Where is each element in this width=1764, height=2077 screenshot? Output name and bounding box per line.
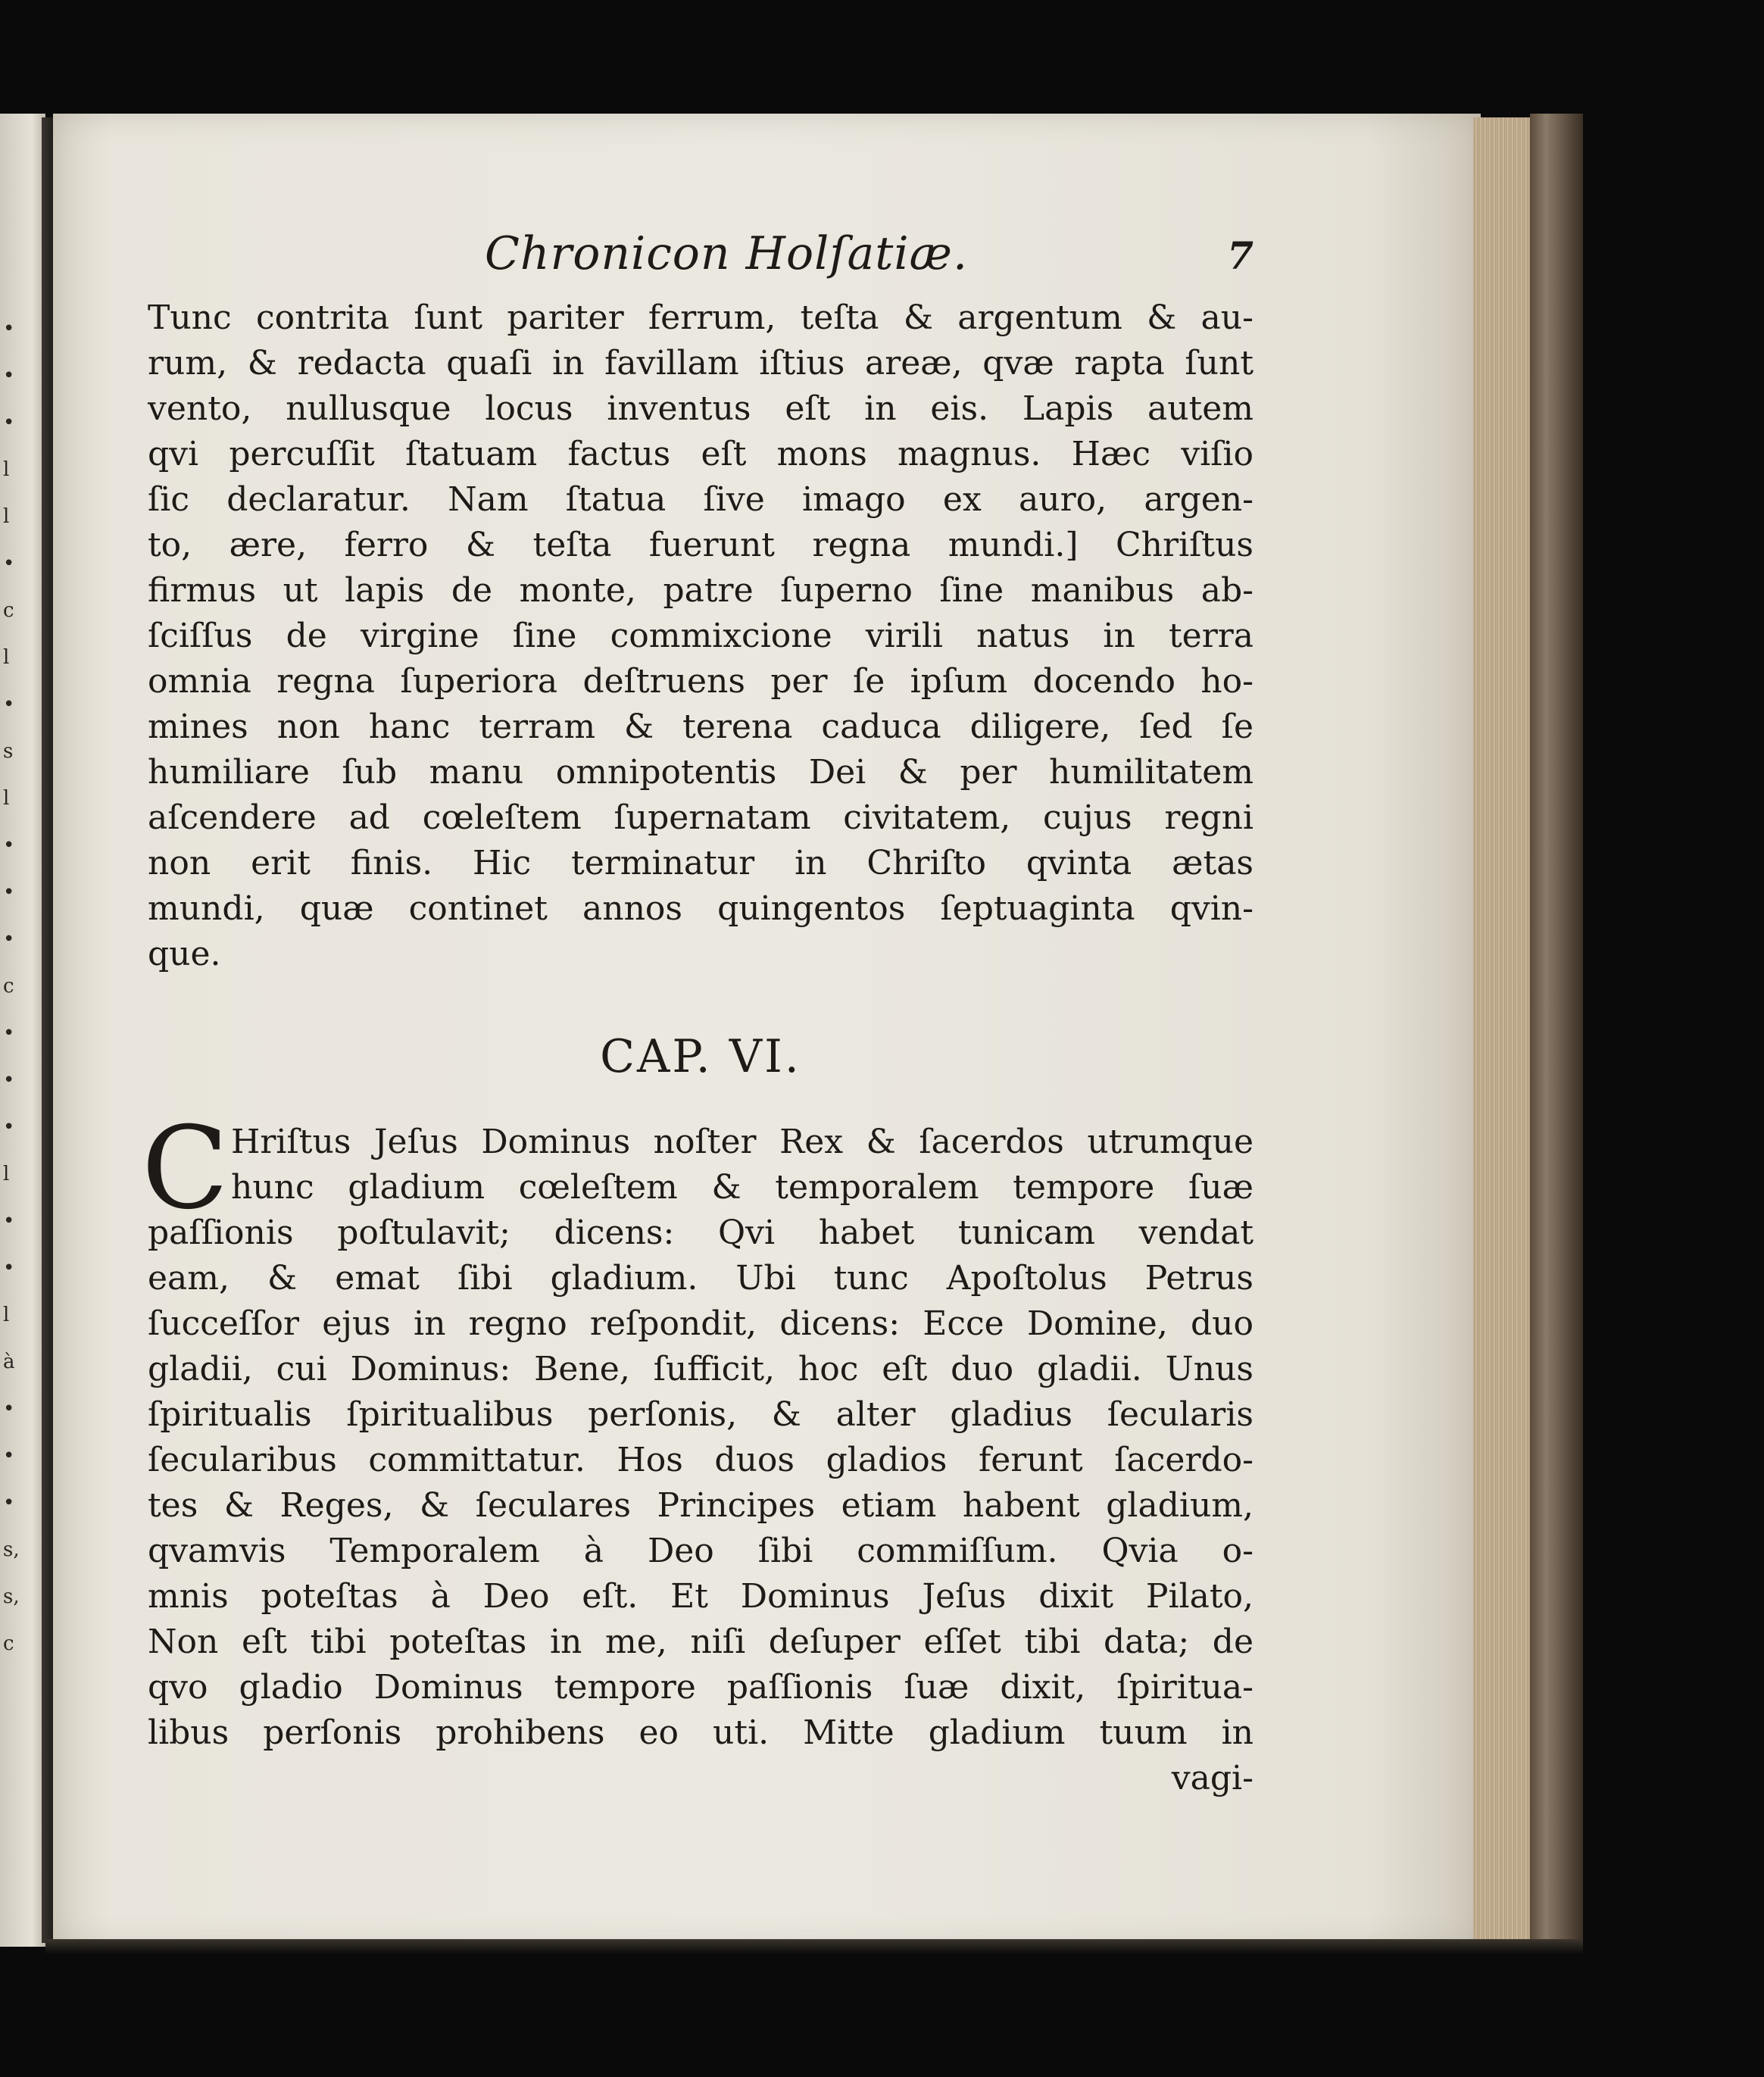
bleed-mark: l [3, 646, 10, 669]
running-head [148, 227, 1254, 295]
chapter-opening [142, 1103, 1254, 1756]
text-line: ſciſſus de virgine ſine commixcione virili natus in terra [148, 617, 1254, 655]
text-line: aſcendere ad cœleſtem ſupernatam civitatem, cujus regni [148, 798, 1254, 837]
text-line: qvo gladio Dominus tempore paſſionis ſuæ dixit, ſpiritua- [148, 1668, 1254, 1707]
bleed-mark: • [3, 317, 15, 340]
text-line: humiliare ſub manu omnipotentis Dei & per humilitatem [148, 753, 1254, 792]
text-line: mnis poteſtas à Deo eſt. Et Dominus Jeſus dixit Pilato, [148, 1577, 1254, 1616]
chapter-heading: CAP. VI. [600, 1030, 801, 1083]
bleed-mark: • [3, 693, 15, 716]
bleed-mark: • [3, 928, 15, 951]
bleed-mark: s [3, 740, 14, 763]
bleed-mark: l [3, 1163, 10, 1185]
text-line: ſecularibus committatur. Hos duos gladios ferunt ſacerdo- [148, 1441, 1254, 1479]
text-line: ſucceſſor ejus in regno reſpondit, dicens: Ecce Domine, duo [148, 1304, 1254, 1343]
text-line: que. [148, 935, 221, 973]
bleed-mark: • [3, 834, 15, 857]
bleed-mark: • [3, 881, 15, 904]
bleed-mark: • [3, 411, 15, 434]
bleed-mark: l [3, 1304, 10, 1326]
text-line: Tunc contrita ſunt pariter ferrum, teſta & argentum & au- [148, 298, 1254, 337]
drop-cap: C [142, 1103, 229, 1235]
text-line: ſic declaratur. Nam ſtatua ſive imago ex auro, argen- [148, 480, 1254, 519]
bleed-mark: • [3, 364, 15, 387]
text-line: omnia regna ſuperiora deſtruens per ſe ipſum docendo ho- [148, 662, 1254, 701]
bleed-mark: • [3, 1491, 15, 1514]
bleed-mark: l [3, 458, 10, 481]
text-line: non erit finis. Hic terminatur in Chriſto qvinta ætas [148, 844, 1254, 882]
bleed-mark: • [3, 1257, 15, 1279]
text-block [142, 227, 1254, 1801]
text-line: Non eſt tibi poteſtas in me, niſi deſuper eſſet tibi data; de [148, 1623, 1254, 1661]
text-line: Hriſtus Jeſus Dominus noſter Rex & ſacerdos utrumque [231, 1123, 1254, 1161]
paragraph-1 [148, 295, 1254, 977]
page-edges [1473, 117, 1534, 1943]
text-line: gladii, cui Dominus: Bene, ſufficit, hoc eſt duo gladii. Unus [148, 1350, 1254, 1388]
page-number: 7 [1227, 233, 1254, 278]
bleed-mark: • [3, 552, 15, 575]
bleed-mark: c [3, 599, 14, 622]
bleed-mark: s, [3, 1538, 20, 1561]
text-line: rum, & redacta quaſi in favillam iſtius areæ, qvæ rapta ſunt [148, 344, 1254, 383]
bleed-mark: c [3, 1632, 14, 1655]
text-line: firmus ut lapis de monte, patre ſuperno ſine manibus ab- [148, 571, 1254, 610]
bleed-mark: • [3, 1445, 15, 1467]
bleed-mark: • [3, 1116, 15, 1138]
text-line: qvi percuſſit ſtatuam factus eſt mons magnus. Hæc viſio [148, 435, 1254, 473]
text-line: libus perſonis prohibens eo uti. Mitte gladium tuum in [148, 1713, 1254, 1752]
book-cover-edge [1530, 114, 1583, 1947]
bleed-mark: à [3, 1351, 15, 1373]
text-line: to, ære, ferro & teſta fuerunt regna mundi.] Chriſtus [148, 526, 1254, 564]
bleed-mark: l [3, 787, 10, 810]
bleed-mark: c [3, 975, 14, 998]
bleed-mark: • [3, 1398, 15, 1420]
text-line: mines non hanc terram & terena caduca diligere, ſed ſe [148, 707, 1254, 746]
text-line: qvamvis Temporalem à Deo ſibi commiſſum. Qvia o- [148, 1532, 1254, 1570]
text-line: mundi, quæ continet annos quingentos ſeptuaginta qvin- [148, 889, 1254, 928]
text-line: hunc gladium cœleſtem & temporalem tempore ſuæ [231, 1168, 1254, 1207]
bleed-mark: • [3, 1210, 15, 1232]
text-line: tes & Reges, & ſeculares Principes etiam habent gladium, [148, 1486, 1254, 1525]
text-line: ſpiritualis ſpiritualibus perſonis, & alter gladius ſecularis [148, 1395, 1254, 1434]
paragraph-2 [148, 1120, 1254, 1756]
text-line: eam, & emat ſibi gladium. Ubi tunc Apoſtolus Petrus [148, 1259, 1254, 1298]
bleed-mark: l [3, 505, 10, 528]
catchword: vagi- [1171, 1759, 1254, 1797]
running-head-title: Chronicon Holſatiæ. [485, 227, 969, 280]
text-line: paſſionis poſtulavit; dicens: Qvi habet tunicam vendat [148, 1213, 1254, 1252]
text-line: vento, nullusque locus inventus eſt in eis. Lapis autem [148, 389, 1254, 428]
bleed-mark: • [3, 1022, 15, 1045]
bottom-shadow [45, 1939, 1583, 1954]
bleed-mark: • [3, 1069, 15, 1092]
bleed-mark: s, [3, 1585, 20, 1608]
